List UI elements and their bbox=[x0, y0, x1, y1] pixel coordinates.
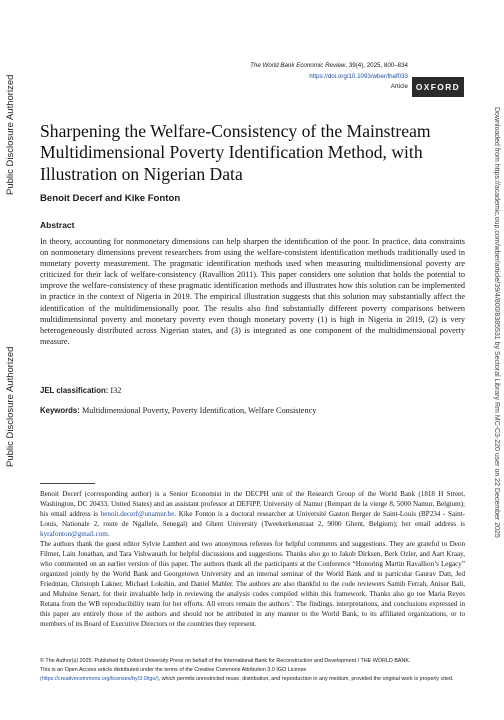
keywords bbox=[40, 406, 316, 415]
abstract-heading: Abstract bbox=[40, 220, 75, 230]
article-type: Article bbox=[390, 83, 408, 90]
license-line: This is an Open Access article distributed under the terms of the Creative Commons Attribution 3.0 IGO License bbox=[40, 667, 307, 674]
license-notice bbox=[40, 657, 470, 685]
disclosure-stamp-bottom: Public Disclosure Authorized bbox=[5, 346, 16, 467]
author-list: Benoit Decerf and Kike Fonton bbox=[40, 193, 181, 204]
jel-label: JEL classification: bbox=[40, 386, 109, 395]
copyright-line: © The Author(s) 2025. Published by Oxford University Press on behalf of the International Bank for Reconstruction and Development / THE WORLD BANK. bbox=[40, 658, 411, 664]
affiliations-text-2: . Kike Fonton is a doctoral researcher at Université Gaston Berger de Saint-Louis (BP234 - Saint-Louis, Nationale 2, route de Ngallele, Senegal) and Ghent University (Tweekerkenstraat 2, 9000 Ghent, Belgium); her email address is bbox=[40, 510, 465, 528]
license-link[interactable]: (https://creativecommons.org/licenses/by/3.0/igo/) bbox=[40, 676, 159, 683]
jel-value: I32 bbox=[110, 386, 122, 395]
affiliations-text-3: . bbox=[107, 530, 110, 538]
email-link-decerf[interactable]: benoit.decerf@unamur.be bbox=[100, 510, 175, 518]
journal-name: The World Bank Economic Review bbox=[250, 62, 346, 69]
keywords-label: Keywords: bbox=[40, 406, 80, 415]
paper-title: Sharpening the Welfare-Consistency of the Mainstream Multidimensional Poverty Identification Method, with Illustration on Nigerian Data bbox=[40, 121, 431, 184]
journal-citation: , 39(4), 2025, 800–834 bbox=[345, 62, 408, 69]
oxford-logo: OXFORD bbox=[412, 77, 464, 97]
doi-link[interactable]: https://doi.org/10.1093/wber/lhaf033 bbox=[309, 72, 408, 80]
acknowledgements-paragraph: The authors thank the guest editor Sylvie Lambert and two anonymous referees for helpful comments and suggestions. They are grateful to Deon Filmer, Lain Jonathan, and Tara Vishwanath for helpful discussions and suggestions. Thanks also go to Jakob Dirksen, Berk Ozler, and Aart Kraay, who commented on an earlier version of this paper. The authors thank all the participants at the Conference “Honoring Martin Ravallion’s Legacy” organized jointly by the World Bank and Georgetown University and an internal seminar of the World Bank and in particular Gaurav Datt, Jed Friedman, Christoph Lakner, Michael Lokshin, and Daniel Mahler. The authors are also thankful to the code reviewers Samih Ferrah, Anisur Bali, and Muhsine Senart, for their invaluable help in reviewing the analysis codes compiled within this framework. Thanks also go toe Maria Reyes Retana from the WB reproducibility team for her efforts. All errors remain the authors’. The findings, interpretations, and conclusions expressed in this paper are entirely those of the authors and should not be attributed in any manner to the World Bank, to its affiliated organizations, or to members of its Board of Executive Directors or the countries they represent. bbox=[40, 540, 465, 628]
affiliations-paragraph bbox=[40, 489, 465, 539]
jel-classification bbox=[40, 386, 121, 395]
abstract-text: In theory, accounting for nonmonetary dimensions can help sharpen the identification of the poor. In practice, data constraints on nonmonetary dimensions prevent researchers from using the welfare-consistent identification methods traditionally used in monetary poverty measurement. The pragmatic identification methods used when measuring multidimensional poverty are criticized for their lack of welfare-consistency (Ravallion 2011). This paper considers one solution that holds the potential to improve the welfare-consistency of these pragmatic identification methods and illustrates how this solution can be implemented in practice in the context of Nigeria in 2019. The empirical illustration suggests that this solution may substantially affect the identification of the multidimensionally poor. The results also find substantially different poverty comparisons between multidimensional poverty and monetary poverty even though monetary poverty (1) is high in Nigeria in 2019, (2) is very heterogeneously distributed across Nigerian states, and (3) is integrated as one component of the multidimensional poverty measure. bbox=[40, 237, 465, 346]
download-stamp: Downloaded from https://academic.oup.com/wber/article/39/4/800/8385531 by Sectoral Library Rm MC-C3-220 user on 22 December 2025 bbox=[493, 107, 500, 538]
license-terms bbox=[40, 675, 470, 684]
license-terms-text: , which permits unrestricted reuse, distribution, and reproduction in any medium, provided the original work is properly cited. bbox=[158, 676, 454, 683]
disclosure-stamp-top: Public Disclosure Authorized bbox=[5, 74, 16, 195]
author-footnote bbox=[40, 489, 465, 629]
keywords-value: Multidimensional Poverty, Poverty Identification, Welfare Consistency bbox=[81, 406, 317, 415]
affiliations-text-1: Benoit Decerf (corresponding author) is a Senior Economist in the DECPH unit of the Research Group of the World Bank (1818 H Street, Washington, DC 20433, United States) and an assistant professor at DEFIPP, University of Namur (Rempart de la vierge 8, 5000 Namur, Belgium); his email address is bbox=[40, 490, 465, 518]
journal-header bbox=[250, 61, 408, 93]
footnote-divider bbox=[40, 483, 95, 484]
email-link-fonton[interactable]: kyrafonton@gmail.com bbox=[40, 530, 108, 538]
